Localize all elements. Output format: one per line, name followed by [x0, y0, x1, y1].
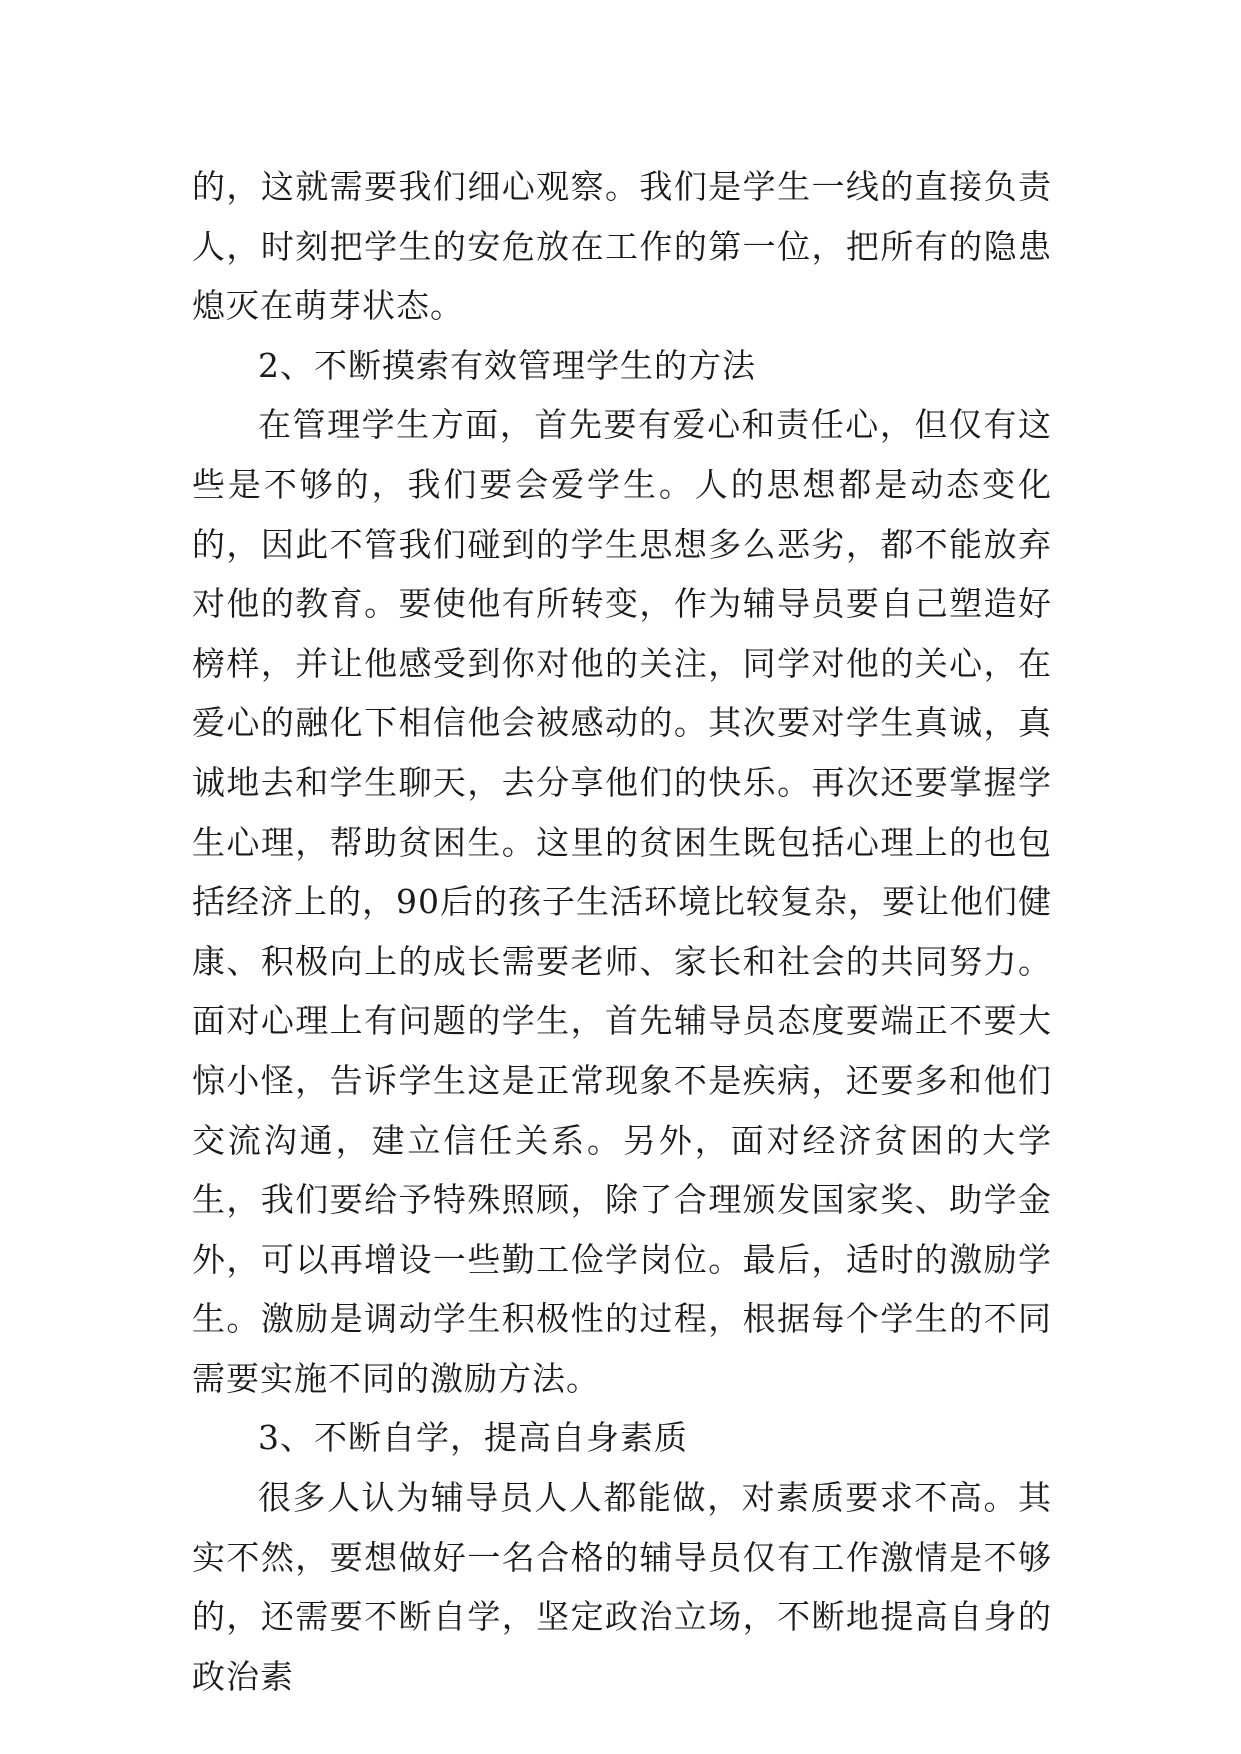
document-body: [192, 157, 1052, 1706]
paragraph-continued: 的，这就需要我们细心观察。我们是学生一线的直接负责人，时刻把学生的安危放在工作的第一位，把所有的隐患熄灭在萌芽状态。: [192, 167, 1052, 326]
section-heading-2: 2、不断摸索有效管理学生的方法: [258, 345, 756, 385]
paragraph-student-management: 在管理学生方面，首先要有爱心和责任心，但仅有这些是不够的，我们要会爱学生。人的思想都是动态变化的，因此不管我们碰到的学生思想多么恶劣，都不能放弃对他的教育。要使他有所转变，作为辅导员要自己塑造好榜样，并让他感受到你对他的关注，同学对他的关心，在爱心的融化下相信他会被感动的。其次要对学生真诚，真诚地去和学生聊天，去分享他们的快乐。再次还要掌握学生心理，帮助贫困生。这里的贫困生既包括心理上的也包括经济上的，90后的孩子生活环境比较复杂，要让他们健康、积极向上的成长需要老师、家长和社会的共同努力。面对心理上有问题的学生，首先辅导员态度要端正不要大惊小怪，告诉学生这是正常现象不是疾病，还要多和他们交流沟通，建立信任关系。另外，面对经济贫困的大学生，我们要给予特殊照顾，除了合理颁发国家奖、助学金外，可以再增设一些勤工俭学岗位。最后，适时的激励学生。激励是调动学生积极性的过程，根据每个学生的不同需要实施不同的激励方法。: [192, 405, 1052, 1398]
paragraph-self-study: 很多人认为辅导员人人都能做，对素质要求不高。其实不然，要想做好一名合格的辅导员仅有工作激情是不够的，还需要不断自学，坚定政治立场，不断地提高自身的政治素: [192, 1478, 1052, 1696]
section-heading-3: 3、不断自学，提高自身素质: [258, 1418, 688, 1458]
